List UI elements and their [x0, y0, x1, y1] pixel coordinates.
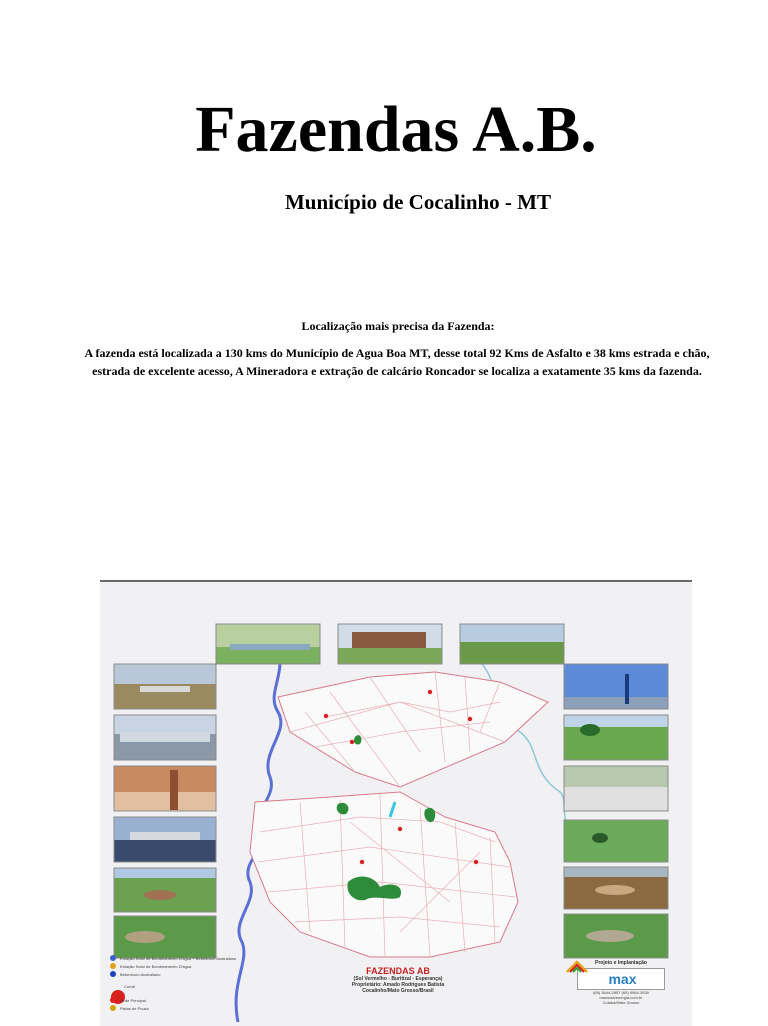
farm-map-image — [100, 580, 692, 1026]
location-description: A fazenda está localizada a 130 kms do Município de Agua Boa MT, desse total 92 Kms de Asfalto e 38 kms estrada e chão, estrada de excelente acesso, A Mineradora e extração de calcário Roncador se localiza a exatamente 35 kms da fazenda. — [84, 346, 710, 378]
photo-left-1 — [114, 664, 216, 709]
max-logo — [577, 968, 665, 990]
photo-right-3 — [564, 766, 668, 811]
page-title: Fazendas A.B. — [195, 93, 597, 166]
page-subtitle: Município de Cocalinho - MT — [284, 190, 552, 214]
photo-top-1 — [216, 624, 320, 664]
credits-label: Projeto e Implantação — [595, 960, 647, 966]
photo-right-5 — [564, 867, 668, 909]
legend-item: Curral — [124, 983, 135, 989]
legend-item: Estação Solar de Bombeamento D'água + Bebedouro Australiano — [110, 954, 270, 962]
photo-left-3 — [114, 766, 216, 811]
credits-phone: (65) 3644-2857 (65) 9984-3539 — [593, 990, 649, 995]
photo-top-3 — [460, 624, 564, 664]
credits-city: Cuiabá/Mato Grosso — [602, 1000, 640, 1005]
logo-text: max — [608, 971, 637, 987]
map-subtitle-line: (Sol Vermelho - Buritizal - Esperança) — [353, 976, 443, 982]
map-credits — [566, 960, 676, 1005]
photo-top-2 — [338, 624, 442, 664]
farm-boundary-north — [278, 672, 548, 787]
legend-item: Sede Principal — [110, 996, 270, 1004]
map-location-line: Cocalinho/Mato Grosso/Brasil — [362, 988, 434, 994]
credits-site: maxsolarenergia.com.br — [599, 995, 643, 1000]
map-owner-line: Proprietário: Amado Rodrigues Batista — [351, 982, 445, 988]
legend-item: Pistas de Pouso — [110, 1004, 270, 1012]
photo-right-4 — [564, 820, 668, 862]
legend-item: Estação Solar de Bombeamento D'água — [110, 962, 270, 970]
photo-left-4 — [114, 817, 216, 862]
sun-logo-icon — [566, 960, 588, 974]
map-title-block — [318, 966, 478, 994]
map-title: FAZENDAS AB — [366, 966, 430, 976]
map-legend — [110, 954, 270, 1012]
photo-left-2 — [114, 715, 216, 760]
location-heading: Localização mais precisa da Fazenda: — [301, 319, 495, 333]
photo-right-2 — [564, 715, 668, 760]
photo-right-1 — [564, 664, 668, 709]
photo-left-6 — [114, 916, 216, 958]
photo-right-6 — [564, 914, 668, 958]
legend-item: Bebedouro Australiano — [110, 970, 270, 978]
photo-left-5 — [114, 868, 216, 912]
